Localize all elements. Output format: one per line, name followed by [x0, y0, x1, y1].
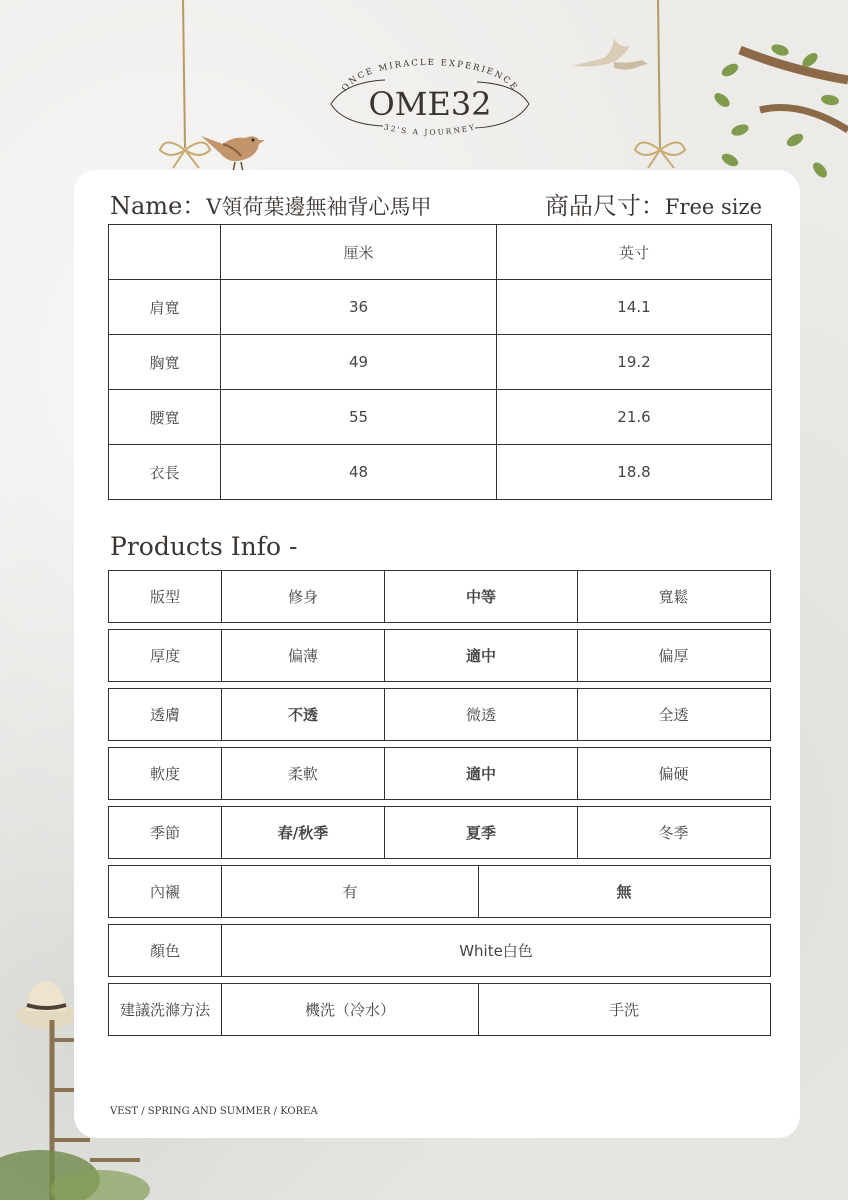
svg-text:32'S A JOURNEY	[383, 122, 477, 136]
size-header-cell: 英寸	[497, 225, 772, 280]
info-option-selected: 適中	[384, 630, 577, 681]
products-info-table	[108, 570, 771, 1042]
product-name	[110, 186, 431, 221]
products-info-title: Products Info -	[110, 532, 298, 561]
product-size	[545, 186, 762, 221]
size-table	[108, 224, 772, 500]
name-label: Name：	[110, 192, 207, 220]
size-row-label: 胸寬	[109, 335, 221, 390]
info-label: 厚度	[149, 647, 180, 665]
info-label: 內襯	[149, 883, 180, 901]
brand-logo	[325, 52, 535, 147]
size-table-header	[109, 225, 772, 280]
info-row-sheer	[108, 688, 771, 741]
size-label: 商品尺寸：	[544, 192, 665, 220]
size-cm-cell: 49	[221, 335, 497, 390]
info-option-selected: 春/秋季	[221, 807, 384, 858]
table-row	[109, 390, 772, 445]
info-option: 偏硬	[577, 748, 769, 799]
info-label: 版型	[149, 588, 180, 606]
size-cm-cell: 48	[221, 445, 497, 500]
info-label: 軟度	[149, 765, 180, 783]
info-label: 季節	[149, 824, 180, 842]
size-row-label: 肩寬	[109, 280, 221, 335]
info-option: 有	[221, 866, 478, 917]
info-option: 寬鬆	[577, 571, 769, 622]
size-inch-cell: 18.8	[497, 445, 772, 500]
info-label: 透膚	[149, 706, 180, 724]
name-value: V領荷葉邊無袖背心馬甲	[206, 195, 432, 219]
info-row-fit	[108, 570, 771, 623]
info-row-softness	[108, 747, 771, 800]
bird-icon	[193, 122, 268, 174]
info-option: 手洗	[478, 984, 769, 1035]
hanging-ribbon-right-icon	[625, 0, 705, 175]
table-row	[109, 280, 772, 335]
logo-arc-bottom: 32'S A JOURNEY	[382, 122, 478, 137]
product-header	[110, 186, 762, 222]
info-option: 偏薄	[221, 630, 384, 681]
size-inch-cell: 19.2	[497, 335, 772, 390]
flying-bird-icon	[568, 28, 653, 83]
info-option-selected: 適中	[384, 748, 577, 799]
info-option: 偏厚	[577, 630, 769, 681]
size-cm-cell: 36	[221, 280, 497, 335]
info-option: 機洗（冷水）	[221, 984, 478, 1035]
logo-arc-top: ONCE MIRACLE EXPERIENCE	[340, 57, 520, 94]
info-row-season	[108, 806, 771, 859]
info-option-selected: 不透	[221, 689, 384, 740]
info-option-selected: 夏季	[384, 807, 577, 858]
size-value: Free size	[664, 195, 762, 219]
info-option: 冬季	[577, 807, 769, 858]
table-row	[109, 335, 772, 390]
size-inch-cell: 14.1	[497, 280, 772, 335]
info-row-thickness	[108, 629, 771, 682]
leaf-vine-icon	[700, 30, 848, 190]
info-option: 微透	[384, 689, 577, 740]
info-option-selected: 中等	[384, 571, 577, 622]
size-row-label: 衣長	[109, 445, 221, 500]
info-label: 顏色	[149, 942, 180, 960]
size-cm-cell: 55	[221, 390, 497, 445]
info-option: 全透	[577, 689, 769, 740]
table-row	[109, 445, 772, 500]
logo-wordmark: OME32	[368, 85, 492, 123]
info-row-lining	[108, 865, 771, 918]
info-option-selected: 無	[478, 866, 769, 917]
size-row-label: 腰寬	[109, 390, 221, 445]
size-header-cell: 厘米	[221, 225, 497, 280]
footer-caption: VEST / SPRING AND SUMMER / KOREA	[110, 1106, 318, 1117]
info-color-value: White白色	[221, 925, 770, 976]
info-option: 修身	[221, 571, 384, 622]
info-option: 柔軟	[221, 748, 384, 799]
info-row-color	[108, 924, 771, 977]
info-label: 建議洗滌方法	[119, 1001, 210, 1019]
info-row-wash	[108, 983, 771, 1036]
size-inch-cell: 21.6	[497, 390, 772, 445]
size-header-cell	[109, 225, 221, 280]
